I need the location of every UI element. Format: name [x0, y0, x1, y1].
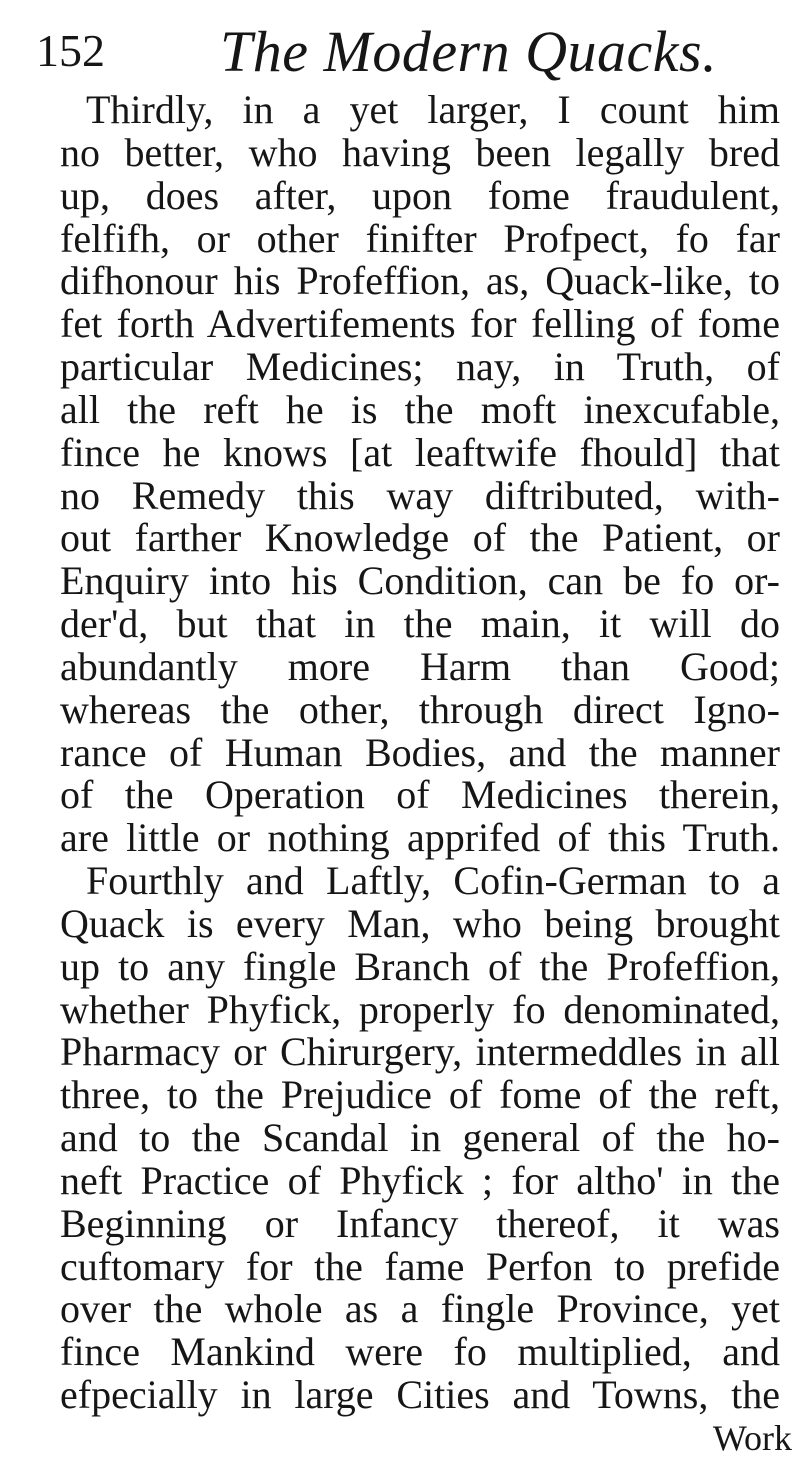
text-line: felfifh, or other finifter Profpect, fo far: [60, 216, 780, 261]
page-number: 152: [36, 25, 105, 76]
text-line: fince Mankind were fo multiplied, and: [60, 1329, 780, 1374]
text-line: Beginning or Infancy thereof, it was: [60, 1201, 780, 1246]
text-line: Fourthly and Laftly, Cofin-German to a: [86, 858, 780, 903]
text-line: Thirdly, in a yet larger, I count him: [86, 87, 780, 132]
text-line: whether Phyfick, properly fo denominated,: [60, 987, 780, 1032]
text-line: of the Operation of Medicines therein,: [60, 772, 780, 817]
text-line: fince he knows [at leaftwife fhould] that: [60, 430, 780, 475]
text-line: abundantly more Harm than Good;: [60, 644, 780, 689]
text-line: whereas the other, through direct Igno-: [60, 687, 780, 732]
text-line: neft Practice of Phyfick ; for altho' in the: [60, 1158, 780, 1203]
text-line: Pharmacy or Chirurgery, intermeddles in all: [60, 1029, 780, 1074]
running-title: The Modern Quacks.: [220, 19, 718, 84]
text-line: no better, who having been legally bred: [60, 130, 780, 175]
text-line: up to any fingle Branch of the Profeffion,: [60, 944, 780, 989]
text-line: are little or nothing apprifed of this Truth.: [60, 815, 780, 860]
text-line: fet forth Advertifements for felling of fome: [60, 301, 780, 346]
text-line: particular Medicines; nay, in Truth, of: [60, 344, 780, 389]
text-line: Enquiry into his Condition, can be fo or-: [60, 558, 780, 603]
catchword: Work: [712, 1418, 792, 1458]
text-line: Quack is every Man, who being brought: [60, 901, 780, 946]
text-line: efpecially in large Cities and Towns, the: [60, 1372, 780, 1417]
text-line: out farther Knowledge of the Patient, or: [60, 515, 780, 560]
text-line: rance of Human Bodies, and the manner: [60, 730, 780, 775]
text-line: three, to the Prejudice of fome of the reft,: [60, 1072, 780, 1117]
text-line: up, does after, upon fome fraudulent,: [60, 173, 780, 218]
text-line: over the whole as a fingle Province, yet: [60, 1286, 780, 1331]
text-line: der'd, but that in the main, it will do: [60, 601, 780, 646]
text-line: no Remedy this way diftributed, with-: [60, 473, 780, 518]
text-line: all the reft he is the moft inexcufable,: [60, 387, 780, 432]
text-line: and to the Scandal in general of the ho-: [60, 1115, 780, 1160]
text-line: difhonour his Profeffion, as, Quack-like, to: [60, 258, 780, 303]
page-header: [36, 10, 776, 90]
text-line: cuftomary for the fame Perfon to prefide: [60, 1244, 780, 1289]
